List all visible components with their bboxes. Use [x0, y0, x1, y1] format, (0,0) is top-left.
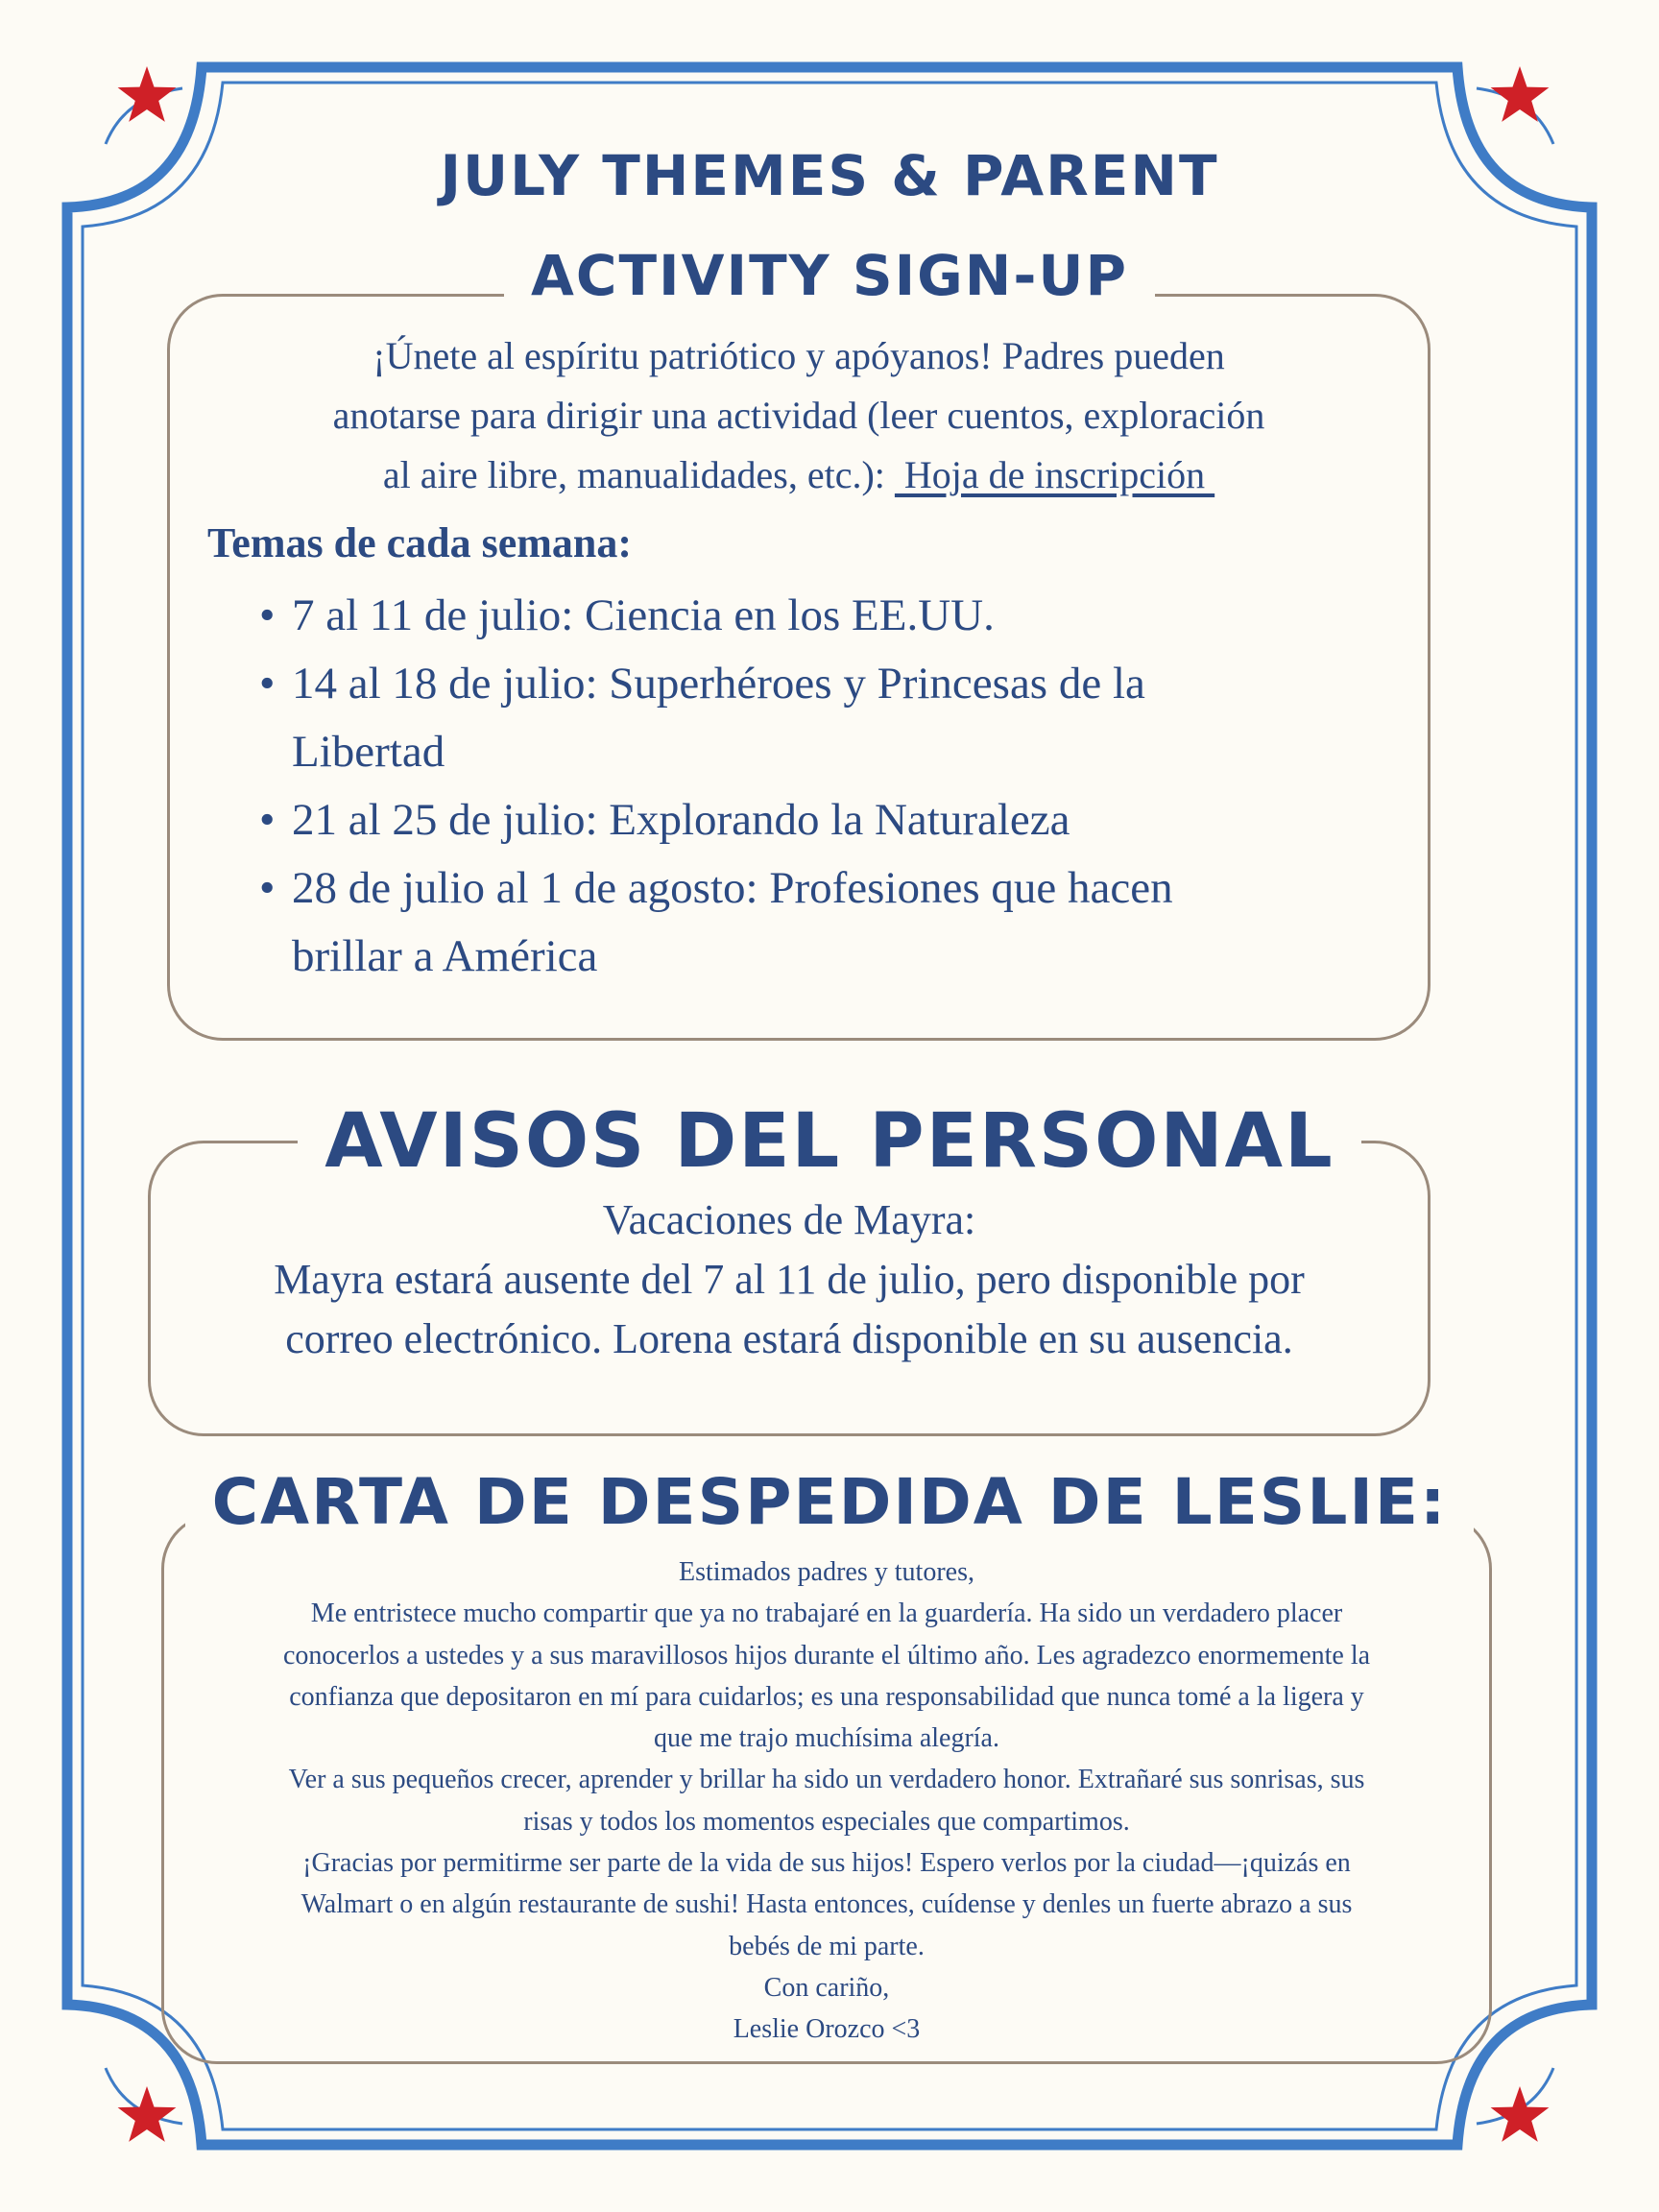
section1-title-line1: JULY THEMES & PARENT	[440, 143, 1219, 208]
letter-line: Estimados padres y tutores,	[679, 1557, 974, 1587]
letter-line: Me entristece mucho compartir que ya no trabajaré en la guardería. Ha sido un verdadero placer	[310, 1599, 1343, 1629]
letter-line: Walmart o en algún restaurante de sushi! Hasta entonces, cuídense y denles un fuerte abrazo a sus	[301, 1889, 1353, 1920]
intro-line-3	[173, 445, 1425, 505]
list-item: • 7 al 11 de julio: Ciencia en los EE.UU.	[259, 590, 995, 640]
section2-title-text: AVISOS DEL PERSONAL	[298, 1098, 1361, 1185]
list-item: • 14 al 18 de julio: Superhéroes y Princesas de la Libertad	[259, 659, 1145, 777]
star-icon	[113, 2083, 180, 2151]
notice-line-2: correo electrónico. Lorena estará disponible en su ausencia.	[285, 1315, 1293, 1362]
themes-list	[230, 582, 1382, 991]
section3-title	[0, 1463, 1659, 1542]
intro-line-3-text: al aire libre, manualidades, etc.):	[382, 453, 885, 496]
section2-title	[0, 1098, 1659, 1185]
list-item: • 21 al 25 de julio: Explorando la Naturaleza	[259, 795, 1070, 845]
themes-heading: Temas de cada semana:	[207, 519, 633, 566]
letter-line: confianza que depositaron en mí para cuidarlos; es una responsabilidad que nunca tomé a la ligera y	[289, 1681, 1364, 1712]
letter-line: conocerlos a ustedes y a sus maravillosos hijos durante el último año. Les agradezco enormemente la	[282, 1640, 1371, 1671]
intro-line-1: ¡Únete al espíritu patriótico y apóyanos! Padres pueden	[373, 334, 1225, 377]
notice-line-1: Mayra estará ausente del 7 al 11 de julio, pero disponible por	[274, 1256, 1305, 1303]
star-icon	[113, 63, 180, 131]
list-item: • 28 de julio al 1 de agosto: Profesiones que hacen brillar a América	[259, 863, 1173, 981]
section1-title-line2	[0, 244, 1659, 307]
letter-line: bebés de mi parte.	[729, 1931, 925, 1961]
signup-intro	[173, 326, 1425, 505]
letter-line: Ver a sus pequeños crecer, aprender y brillar ha sido un verdadero honor. Extrañaré sus sonrisas, sus	[288, 1765, 1365, 1795]
section3-title-text: CARTA DE DESPEDIDA DE LESLIE:	[185, 1465, 1475, 1539]
staff-notice	[154, 1190, 1425, 1369]
notice-heading: Vacaciones de Mayra:	[602, 1196, 976, 1243]
star-icon	[1486, 63, 1553, 131]
star-icon	[1486, 2083, 1553, 2151]
letter-line: que me trajo muchísima alegría.	[654, 1723, 999, 1754]
letter-line: ¡Gracias por permitirme ser parte de la vida de sus hijos! Espero verlos por la ciudad—¡quizás en	[302, 1848, 1351, 1879]
letter-line: risas y todos los momentos especiales que compartimos.	[523, 1806, 1130, 1837]
farewell-letter	[169, 1551, 1484, 2051]
signup-sheet-link[interactable]: Hoja de inscripción	[894, 453, 1215, 496]
intro-line-2: anotarse para dirigir una actividad (leer cuentos, exploración	[332, 394, 1265, 437]
letter-line: Con cariño,	[763, 1972, 890, 2003]
section1-title-line2-text: ACTIVITY SIGN-UP	[504, 243, 1155, 308]
letter-signature: Leslie Orozco <3	[733, 2014, 921, 2045]
